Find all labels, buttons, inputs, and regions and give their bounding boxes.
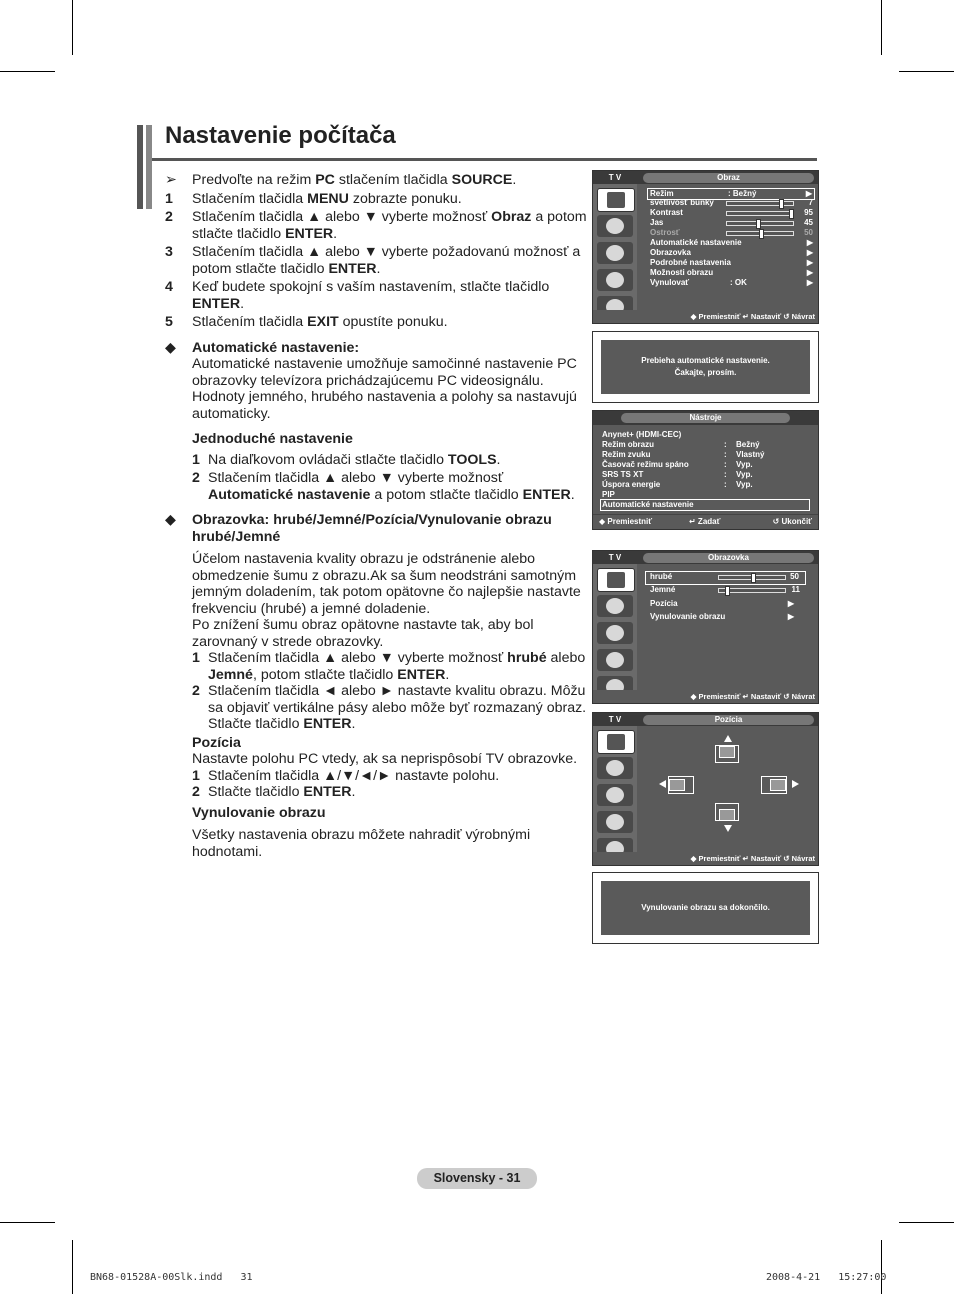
screen-section: ◆ Obrazovka: hrubé/Jemné/Pozícia/Vynulovanie obrazu hrubé/Jemné Účelom nastavenia kvality obrazu je odstránenie alebo obmedzenie šumu z obrazu.Ak sa šum neodstráni samotným jemným doladením, tak potom opätovne čo najlepšie nastavte frekvenciu (hrubé) a jemné doladenie. Po znížení šumu obraz opätovne nastavte tak, aby bol zarovnaný v strede obrazovky. 1 Stlačením tlačidla ▲ alebo ▼ vyberte možnosť hrubé alebo Jemné, potom stlačte tlačidlo ENTER. 2 Stlačením tlačidla ◄ alebo ► nastavte kvalitu obrazu. Môžu sa objaviť vertikálne pásy alebo môže byť rozmazaný obraz. Stlačte tlačidlo ENTER. Pozícia Nastavte polohu PC vtedy, ak sa neprispôsobí TV obrazovke. 1 Stlačením tlačidla ▲/▼/◄/► nastavte polohu. 2 Stlačte tlačidlo ENTER. Vynulovanie obrazu Všetky nastavenia obrazu môžete nahradiť výrobnými hodnotami. xyxy=(165,512,590,860)
menu-item-rezim[interactable]: Režim : Bežný ▶ xyxy=(647,188,815,200)
title-rule xyxy=(152,158,817,161)
channel-icon[interactable] xyxy=(597,784,633,806)
menu-item[interactable]: Pozícia ▶ xyxy=(650,599,794,608)
crop-mark xyxy=(899,1222,954,1223)
tv-menu-obrazovka xyxy=(592,550,819,704)
menu-title: Nástroje xyxy=(621,413,790,423)
channel-icon[interactable] xyxy=(597,622,633,644)
position-left-control[interactable] xyxy=(659,775,699,795)
crop-mark xyxy=(899,71,954,72)
menu-title: Pozícia xyxy=(643,715,814,725)
message-box xyxy=(592,331,819,403)
crop-mark xyxy=(72,0,73,55)
menu-title: Obrazovka xyxy=(643,553,814,563)
arrow-icon: ➢ xyxy=(165,172,177,188)
picture-icon[interactable] xyxy=(597,568,635,592)
instructions-column xyxy=(165,172,590,860)
title-bar-dark xyxy=(137,125,143,209)
bullet-icon: ◆ xyxy=(165,512,176,528)
tools-row[interactable]: PIP xyxy=(602,490,615,499)
tools-row[interactable]: Režim obrazu : Bežný xyxy=(602,440,760,449)
tools-row[interactable]: Časovač režimu spáno : Vyp. xyxy=(602,460,753,469)
menu-title: Obraz xyxy=(643,173,814,183)
setup-icon[interactable] xyxy=(597,649,633,671)
sound-icon[interactable] xyxy=(597,215,633,237)
menu-item-jemne[interactable]: Jemné 11 xyxy=(650,585,800,594)
picture-icon[interactable] xyxy=(597,188,635,212)
page-number: Slovensky - 31 xyxy=(417,1168,537,1189)
menu-item[interactable]: Obrazovka ▶ xyxy=(650,248,813,257)
step-item: 2 Stlačením tlačidla ▲ alebo ▼ vyberte možnosť Automatické nastavenie a potom stlačte tlačidlo ENTER. xyxy=(192,470,575,503)
crop-mark xyxy=(0,71,55,72)
menu-sidebar xyxy=(593,564,637,690)
position-down-control[interactable] xyxy=(715,803,741,837)
print-slug-right: 2008-4-21 15:27:00 xyxy=(766,1272,887,1283)
tools-row[interactable]: Anynet+ (HDMI-CEC) xyxy=(602,430,682,439)
channel-icon[interactable] xyxy=(597,242,633,264)
section-heading: Automatické nastavenie: xyxy=(192,339,360,356)
tv-menu-pozicia xyxy=(592,712,819,866)
menu-item-slider[interactable]: svetlivosť bunky 7 xyxy=(650,198,813,207)
menu-item-hrube[interactable]: hrubé 50 xyxy=(645,571,806,585)
crop-mark xyxy=(0,1222,55,1223)
section-heading: Jednoduché nastavenie xyxy=(192,431,353,447)
step-item: 1 Stlačením tlačidla ▲ alebo ▼ vyberte možnosť hrubé alebo Jemné, potom stlačte tlačidlo ENTER. xyxy=(192,650,586,683)
page-title: Nastavenie počítača xyxy=(165,122,396,149)
message-text: Prebieha automatické nastavenie. Čakajte, prosím. xyxy=(601,340,810,394)
tools-row[interactable]: Úspora energie : Vyp. xyxy=(602,480,753,489)
menu-footer: ◆ Premiestniť ↵ Nastaviť ↺ Návrat xyxy=(593,310,818,323)
menu-footer: ◆ Premiestniť ↵ Nastaviť ↺ Návrat xyxy=(593,852,818,865)
title-bar-light xyxy=(146,125,152,209)
menu-item-slider[interactable]: Kontrast 95 xyxy=(650,208,813,217)
menu-sidebar xyxy=(593,184,637,310)
step-item: 2 Stlačením tlačidla ▲ alebo ▼ vyberte možnosť Obraz a potom stlačte tlačidlo ENTER. xyxy=(165,209,587,242)
position-up-control[interactable] xyxy=(715,735,741,769)
sound-icon[interactable] xyxy=(597,595,633,617)
menu-item-slider[interactable]: Jas 45 xyxy=(650,218,813,227)
step-item: 1 Na diaľkovom ovládači stlačte tlačidlo TOOLS. xyxy=(192,451,501,468)
menu-item[interactable]: Možnosti obrazu ▶ xyxy=(650,268,813,277)
section-heading: Pozícia xyxy=(192,734,241,751)
menu-sidebar xyxy=(593,726,637,852)
menu-footer: ◆ Premiestniť ↵ Nastaviť ↺ Návrat xyxy=(593,690,818,703)
print-slug-left: BN68-01528A-00Slk.indd 31 xyxy=(90,1272,253,1283)
intro-line xyxy=(165,172,590,189)
tools-row[interactable]: SRS TS XT : Vyp. xyxy=(602,470,753,479)
message-box xyxy=(592,872,819,944)
menu-item[interactable]: Vynulovať : OK ▶ xyxy=(650,278,813,287)
step-item: 2 Stlačte tlačidlo ENTER. xyxy=(192,784,356,800)
step-item: 5 Stlačením tlačidla EXIT opustíte ponuku. xyxy=(165,314,448,330)
section-heading: Obrazovka: hrubé/Jemné/Pozícia/Vynulovanie obrazu hrubé/Jemné xyxy=(192,512,552,545)
message-text: Vynulovanie obrazu sa dokončilo. xyxy=(601,881,810,935)
menu-footer: ◆ Premiestniť ↵ Zadať ↺ Ukončiť xyxy=(593,514,818,529)
section-heading: Vynulovanie obrazu xyxy=(192,804,326,821)
picture-icon[interactable] xyxy=(597,730,635,754)
step-item: 1 Stlačením tlačidla ▲/▼/◄/► nastavte polohu. xyxy=(192,767,500,784)
menu-item[interactable]: Podrobné nastavenia ▶ xyxy=(650,258,813,267)
step-item: 4 Keď budete spokojní s vaším nastavením, stlačte tlačidlo ENTER. xyxy=(165,279,550,312)
menu-header: T V Pozícia xyxy=(593,713,818,726)
intro-text: Predvoľte na režim PC stlačením tlačidla SOURCE. xyxy=(192,172,517,188)
tools-menu xyxy=(592,410,819,530)
position-right-control[interactable] xyxy=(761,775,801,795)
tools-row[interactable]: Režim zvuku : Vlastný xyxy=(602,450,765,459)
menu-item[interactable]: Automatické nastavenie ▶ xyxy=(650,238,813,247)
menu-item[interactable]: Vynulovanie obrazu ▶ xyxy=(650,612,794,621)
step-item: 2 Stlačením tlačidla ◄ alebo ► nastavte kvalitu obrazu. Môžu sa objaviť vertikálne pásy alebo môže byť rozmazaný obraz. Stlačte tlačidlo ENTER. xyxy=(192,683,587,732)
crop-mark xyxy=(881,0,882,55)
sound-icon[interactable] xyxy=(597,757,633,779)
tools-row-selected[interactable]: Automatické nastavenie xyxy=(600,499,810,511)
menu-header: T V Obraz xyxy=(593,171,818,184)
step-item: 3 Stlačením tlačidla ▲ alebo ▼ vyberte požadovanú možnosť a potom stlačte tlačidlo ENTER. xyxy=(165,244,581,277)
step-item: 1 Stlačením tlačidla MENU zobrazte ponuku. xyxy=(165,190,462,207)
crop-mark xyxy=(72,1240,73,1294)
setup-icon[interactable] xyxy=(597,269,633,291)
auto-section: ◆ Automatické nastavenie: Automatické nastavenie umožňuje samočinné nastavenie PC obrazovky televízora prichádzajúcemu PC videosignálu. Hodnoty jemného, hrubého nastavenia a polohy sa nastavujú automaticky. xyxy=(165,339,577,422)
setup-icon[interactable] xyxy=(597,811,633,833)
bullet-icon: ◆ xyxy=(165,339,176,356)
crop-mark xyxy=(881,1240,882,1294)
tv-menu-obraz xyxy=(592,170,819,324)
menu-item-slider[interactable]: Ostrosť 50 xyxy=(650,228,813,237)
easy-section xyxy=(165,431,590,503)
menu-header: T V Obrazovka xyxy=(593,551,818,564)
